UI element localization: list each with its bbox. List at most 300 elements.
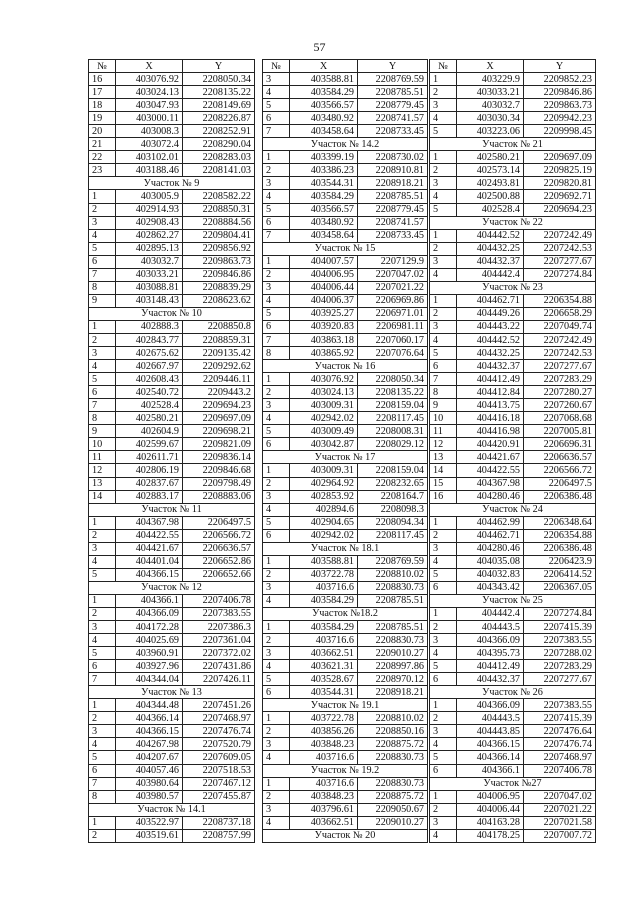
point-number: 2 <box>430 164 457 177</box>
point-number: 5 <box>89 568 116 581</box>
point-number: 2 <box>89 607 116 620</box>
x-coordinate: 403662.51 <box>290 647 358 660</box>
y-coordinate: 2208830.73 <box>358 751 428 764</box>
table-row <box>430 555 596 568</box>
point-number: 8 <box>430 386 457 399</box>
y-coordinate: 2207476.74 <box>183 725 255 738</box>
table-row <box>430 333 596 346</box>
x-coordinate: 402573.14 <box>457 164 524 177</box>
table-row <box>89 607 255 620</box>
point-number: 8 <box>89 281 116 294</box>
point-number: 8 <box>89 412 116 425</box>
point-number: 2 <box>89 529 116 542</box>
y-coordinate: 2207383.55 <box>524 634 596 647</box>
x-coordinate: 402914.93 <box>116 203 183 216</box>
y-coordinate: 2208830.73 <box>358 777 428 790</box>
point-number: 1 <box>89 320 116 333</box>
y-coordinate: 2207047.02 <box>524 790 596 803</box>
x-coordinate: 402904.65 <box>290 516 358 529</box>
table-row <box>89 516 255 529</box>
x-coordinate: 402675.62 <box>116 347 183 360</box>
y-coordinate: 2208970.12 <box>358 673 428 686</box>
point-number: 21 <box>89 138 116 151</box>
y-coordinate: 2208029.12 <box>358 438 428 451</box>
x-coordinate: 404057.46 <box>116 764 183 777</box>
x-coordinate: 404420.91 <box>457 438 524 451</box>
x-coordinate: 402608.43 <box>116 373 183 386</box>
x-coordinate: 403856.26 <box>290 725 358 738</box>
point-number: 4 <box>263 594 290 607</box>
table-row <box>89 777 255 790</box>
point-number: 4 <box>89 555 116 568</box>
table-row <box>263 790 428 803</box>
y-coordinate: 2208730.02 <box>358 151 428 164</box>
y-coordinate: 2208850.16 <box>358 725 428 738</box>
section-title: Участок № 21 <box>430 138 596 151</box>
table-row <box>430 581 596 594</box>
point-number: 6 <box>430 673 457 686</box>
table-row <box>430 320 596 333</box>
x-coordinate: 404366.09 <box>116 607 183 620</box>
table-row <box>263 660 428 673</box>
table-row <box>263 516 428 529</box>
table-row <box>89 203 255 216</box>
x-coordinate: 404442.52 <box>457 333 524 346</box>
y-coordinate: 2208050.34 <box>358 373 428 386</box>
x-coordinate: 403584.29 <box>290 621 358 634</box>
point-number: 2 <box>263 725 290 738</box>
point-number: 2 <box>430 86 457 99</box>
x-coordinate: 404422.55 <box>116 529 183 542</box>
section-title: Участок № 14.2 <box>263 138 428 151</box>
y-coordinate: 2209010.27 <box>358 816 428 829</box>
point-number: 6 <box>89 255 116 268</box>
y-coordinate: 2207467.12 <box>183 777 255 790</box>
x-coordinate: 404395.73 <box>457 647 524 660</box>
y-coordinate: 2207518.53 <box>183 764 255 777</box>
y-coordinate: 2206386.48 <box>524 542 596 555</box>
y-coordinate: 2208290.04 <box>183 138 255 151</box>
x-coordinate: 403519.61 <box>116 829 183 842</box>
table-row <box>89 816 255 829</box>
x-coordinate: 403584.29 <box>290 86 358 99</box>
point-number: 4 <box>89 229 116 242</box>
table-row <box>430 399 596 412</box>
y-coordinate: 2206636.57 <box>183 542 255 555</box>
x-coordinate: 403032.7 <box>457 99 524 112</box>
section-title: Участок № 14.1 <box>89 803 255 816</box>
x-coordinate: 404432.37 <box>457 255 524 268</box>
y-coordinate: 2208810.02 <box>358 568 428 581</box>
x-coordinate: 404443.85 <box>457 725 524 738</box>
section-title: Участок № 25 <box>430 594 596 607</box>
y-coordinate: 2208997.86 <box>358 660 428 673</box>
point-number: 17 <box>89 86 116 99</box>
x-coordinate: 403042.87 <box>290 438 358 451</box>
point-number: 4 <box>263 660 290 673</box>
x-coordinate: 403584.29 <box>290 190 358 203</box>
table-row <box>263 803 428 816</box>
table-row <box>430 738 596 751</box>
y-coordinate: 2206981.11 <box>358 320 428 333</box>
point-number: 3 <box>430 816 457 829</box>
point-number: 7 <box>89 399 116 412</box>
section-row <box>263 451 428 464</box>
x-coordinate: 403033.21 <box>116 268 183 281</box>
y-coordinate: 2207021.22 <box>358 281 428 294</box>
x-coordinate: 403076.92 <box>290 373 358 386</box>
x-coordinate: 403148.43 <box>116 294 183 307</box>
x-coordinate: 404416.98 <box>457 425 524 438</box>
y-coordinate: 2208737.18 <box>183 816 255 829</box>
point-number: 1 <box>89 816 116 829</box>
table-row <box>89 634 255 647</box>
table-row <box>263 86 428 99</box>
y-coordinate: 2208164.7 <box>358 490 428 503</box>
x-coordinate: 404462.71 <box>457 529 524 542</box>
y-coordinate: 2208135.22 <box>183 86 255 99</box>
point-number: 4 <box>430 829 457 842</box>
x-coordinate: 402853.92 <box>290 490 358 503</box>
point-number: 7 <box>89 777 116 790</box>
table-row <box>89 790 255 803</box>
y-coordinate: 2206696.31 <box>524 438 596 451</box>
point-number: 1 <box>430 790 457 803</box>
section-title: Участок № 20 <box>263 829 428 842</box>
y-coordinate: 2209856.92 <box>183 242 255 255</box>
x-coordinate: 404280.46 <box>457 542 524 555</box>
point-number: 3 <box>430 255 457 268</box>
x-coordinate: 404442.4 <box>457 268 524 281</box>
point-number: 2 <box>263 268 290 281</box>
x-coordinate: 403033.21 <box>457 86 524 99</box>
coordinates-table-middle <box>262 59 428 843</box>
table-row <box>89 555 255 568</box>
section-title: Участок № 15 <box>263 242 428 255</box>
point-number: 22 <box>89 151 116 164</box>
table-row <box>430 294 596 307</box>
section-row <box>263 764 428 777</box>
x-coordinate: 404401.04 <box>116 555 183 568</box>
point-number: 10 <box>89 438 116 451</box>
y-coordinate: 2207242.53 <box>524 347 596 360</box>
table-row <box>89 125 255 138</box>
x-coordinate: 402894.6 <box>290 503 358 516</box>
x-coordinate: 404366.15 <box>116 568 183 581</box>
x-coordinate: 403722.78 <box>290 568 358 581</box>
y-coordinate: 2208779.45 <box>358 99 428 112</box>
y-coordinate: 2207007.72 <box>524 829 596 842</box>
table-row <box>89 86 255 99</box>
section-title: Участок № 12 <box>89 581 255 594</box>
table-row <box>430 712 596 725</box>
point-number: 2 <box>89 829 116 842</box>
table-row <box>263 333 428 346</box>
table-row <box>263 477 428 490</box>
point-number: 4 <box>263 816 290 829</box>
point-number: 19 <box>89 112 116 125</box>
point-number: 1 <box>89 516 116 529</box>
table-row <box>263 190 428 203</box>
table-row <box>263 647 428 660</box>
point-number: 5 <box>430 347 457 360</box>
y-coordinate: 2207277.67 <box>524 360 596 373</box>
point-number: 4 <box>430 333 457 346</box>
table-row <box>263 594 428 607</box>
section-row <box>263 360 428 373</box>
y-coordinate: 2209942.23 <box>524 112 596 125</box>
x-coordinate: 402862.27 <box>116 229 183 242</box>
point-number: 16 <box>430 490 457 503</box>
point-number: 4 <box>89 738 116 751</box>
x-coordinate: 403528.67 <box>290 673 358 686</box>
point-number: 6 <box>430 764 457 777</box>
y-coordinate: 2207386.3 <box>183 621 255 634</box>
x-coordinate: 403544.31 <box>290 177 358 190</box>
point-number: 6 <box>263 112 290 125</box>
point-number: 2 <box>430 621 457 634</box>
point-number: 5 <box>89 373 116 386</box>
table-row <box>430 438 596 451</box>
x-coordinate: 403024.13 <box>116 86 183 99</box>
y-coordinate: 2209694.23 <box>183 399 255 412</box>
table-row <box>430 634 596 647</box>
x-coordinate: 404032.83 <box>457 568 524 581</box>
x-coordinate: 404449.26 <box>457 307 524 320</box>
x-coordinate: 403920.83 <box>290 320 358 333</box>
point-number: 3 <box>263 490 290 503</box>
y-coordinate: 2208785.51 <box>358 621 428 634</box>
y-coordinate: 2206497.5 <box>524 477 596 490</box>
point-number: 1 <box>263 464 290 477</box>
header-n: № <box>89 60 116 73</box>
point-number: 9 <box>89 425 116 438</box>
point-number: 5 <box>89 647 116 660</box>
x-coordinate: 404413.75 <box>457 399 524 412</box>
x-coordinate: 403960.91 <box>116 647 183 660</box>
header-n: № <box>430 60 457 73</box>
point-number: 2 <box>89 712 116 725</box>
y-coordinate: 2207426.11 <box>183 673 255 686</box>
table-row <box>89 216 255 229</box>
table-row <box>89 542 255 555</box>
y-coordinate: 2208050.34 <box>183 73 255 86</box>
section-title: Участок № 16 <box>263 360 428 373</box>
table-row <box>430 816 596 829</box>
y-coordinate: 2207277.67 <box>524 255 596 268</box>
point-number: 8 <box>263 347 290 360</box>
table-row <box>263 386 428 399</box>
point-number: 14 <box>430 464 457 477</box>
x-coordinate: 403009.31 <box>290 464 358 477</box>
point-number: 7 <box>263 125 290 138</box>
section-row <box>430 281 596 294</box>
header-x: X <box>457 60 524 73</box>
x-coordinate: 404462.71 <box>457 294 524 307</box>
table-row <box>430 607 596 620</box>
y-coordinate: 2209852.23 <box>524 73 596 86</box>
x-coordinate: 402895.13 <box>116 242 183 255</box>
y-coordinate: 2209825.19 <box>524 164 596 177</box>
y-coordinate: 2207242.49 <box>524 333 596 346</box>
x-coordinate: 402908.43 <box>116 216 183 229</box>
table-row <box>263 725 428 738</box>
y-coordinate: 2209998.45 <box>524 125 596 138</box>
table-row <box>263 320 428 333</box>
point-number: 5 <box>263 516 290 529</box>
y-coordinate: 2208582.22 <box>183 190 255 203</box>
point-number: 5 <box>430 568 457 581</box>
section-title: Участок № 13 <box>89 686 255 699</box>
y-coordinate: 2208830.73 <box>358 581 428 594</box>
table-row <box>89 594 255 607</box>
y-coordinate: 2207431.86 <box>183 660 255 673</box>
point-number: 1 <box>89 594 116 607</box>
y-coordinate: 2207415.39 <box>524 712 596 725</box>
section-title: Участок № 11 <box>89 503 255 516</box>
table-row <box>263 621 428 634</box>
table-row <box>263 738 428 751</box>
table-row <box>430 203 596 216</box>
table-row <box>89 268 255 281</box>
y-coordinate: 2206367.05 <box>524 581 596 594</box>
x-coordinate: 404443.22 <box>457 320 524 333</box>
table-row <box>89 281 255 294</box>
point-number: 18 <box>89 99 116 112</box>
x-coordinate: 403848.23 <box>290 738 358 751</box>
section-title: Участок № 18.1 <box>263 542 428 555</box>
x-coordinate: 404006.95 <box>290 268 358 281</box>
x-coordinate: 404432.25 <box>457 347 524 360</box>
x-coordinate: 403076.92 <box>116 73 183 86</box>
point-number: 9 <box>430 399 457 412</box>
x-coordinate: 404442.4 <box>457 607 524 620</box>
point-number: 2 <box>89 333 116 346</box>
y-coordinate: 2207049.74 <box>524 320 596 333</box>
table-row <box>89 477 255 490</box>
point-number: 4 <box>263 190 290 203</box>
x-coordinate: 403662.51 <box>290 816 358 829</box>
table-row <box>89 412 255 425</box>
x-coordinate: 403584.29 <box>290 594 358 607</box>
x-coordinate: 403024.13 <box>290 386 358 399</box>
x-coordinate: 404366.14 <box>457 751 524 764</box>
table-row <box>430 673 596 686</box>
point-number: 23 <box>89 164 116 177</box>
table-row <box>430 477 596 490</box>
x-coordinate: 403229.9 <box>457 73 524 86</box>
x-coordinate: 403005.9 <box>116 190 183 203</box>
header-x: X <box>290 60 358 73</box>
y-coordinate: 2208785.51 <box>358 594 428 607</box>
point-number: 1 <box>430 73 457 86</box>
point-number: 7 <box>430 373 457 386</box>
x-coordinate: 402964.92 <box>290 477 358 490</box>
x-coordinate: 403544.31 <box>290 686 358 699</box>
y-coordinate: 2207277.67 <box>524 673 596 686</box>
x-coordinate: 403480.92 <box>290 112 358 125</box>
x-coordinate: 402883.17 <box>116 490 183 503</box>
y-coordinate: 2207476.74 <box>524 738 596 751</box>
table-row <box>430 347 596 360</box>
x-coordinate: 404344.48 <box>116 699 183 712</box>
point-number: 4 <box>263 412 290 425</box>
table-row <box>430 125 596 138</box>
point-number: 2 <box>430 307 457 320</box>
x-coordinate: 402528.4 <box>116 399 183 412</box>
table-row <box>430 255 596 268</box>
table-row <box>430 660 596 673</box>
y-coordinate: 2207468.97 <box>183 712 255 725</box>
point-number: 1 <box>430 151 457 164</box>
y-coordinate: 2209697.09 <box>524 151 596 164</box>
point-number: 1 <box>430 516 457 529</box>
table-row <box>263 294 428 307</box>
point-number: 20 <box>89 125 116 138</box>
header-row <box>89 60 255 73</box>
x-coordinate: 403223.06 <box>457 125 524 138</box>
x-coordinate: 404412.49 <box>457 660 524 673</box>
table-row <box>430 699 596 712</box>
y-coordinate: 2209692.71 <box>524 190 596 203</box>
section-title: Участок № 23 <box>430 281 596 294</box>
point-number: 3 <box>430 99 457 112</box>
table-row <box>430 386 596 399</box>
y-coordinate: 2209798.49 <box>183 477 255 490</box>
point-number: 5 <box>430 125 457 138</box>
y-coordinate: 2206971.01 <box>358 307 428 320</box>
table-row <box>430 412 596 425</box>
table-row <box>263 503 428 516</box>
section-row <box>263 607 428 620</box>
y-coordinate: 2208141.03 <box>183 164 255 177</box>
y-coordinate: 2207383.55 <box>524 699 596 712</box>
section-row <box>263 542 428 555</box>
y-coordinate: 2208875.72 <box>358 738 428 751</box>
section-row <box>430 594 596 607</box>
point-number: 7 <box>263 333 290 346</box>
table-row <box>89 699 255 712</box>
y-coordinate: 2206414.52 <box>524 568 596 581</box>
table-row <box>263 281 428 294</box>
table-row <box>430 529 596 542</box>
x-coordinate: 404421.67 <box>116 542 183 555</box>
x-coordinate: 402942.02 <box>290 529 358 542</box>
table-row <box>263 373 428 386</box>
point-number: 10 <box>430 412 457 425</box>
table-row <box>430 568 596 581</box>
y-coordinate: 2208810.02 <box>358 712 428 725</box>
y-coordinate: 2208779.45 <box>358 203 428 216</box>
table-row <box>263 568 428 581</box>
table-row <box>430 99 596 112</box>
x-coordinate: 404422.55 <box>457 464 524 477</box>
y-coordinate: 2208117.45 <box>358 529 428 542</box>
y-coordinate: 2208008.31 <box>358 425 428 438</box>
point-number: 2 <box>430 712 457 725</box>
table-row <box>89 99 255 112</box>
table-row <box>89 425 255 438</box>
section-row <box>263 829 428 842</box>
x-coordinate: 404366.09 <box>457 634 524 647</box>
point-number: 3 <box>263 581 290 594</box>
table-row <box>263 634 428 647</box>
y-coordinate: 2209697.09 <box>183 412 255 425</box>
section-row <box>89 686 255 699</box>
table-row <box>430 829 596 842</box>
y-coordinate: 2208226.87 <box>183 112 255 125</box>
point-number: 5 <box>263 99 290 112</box>
